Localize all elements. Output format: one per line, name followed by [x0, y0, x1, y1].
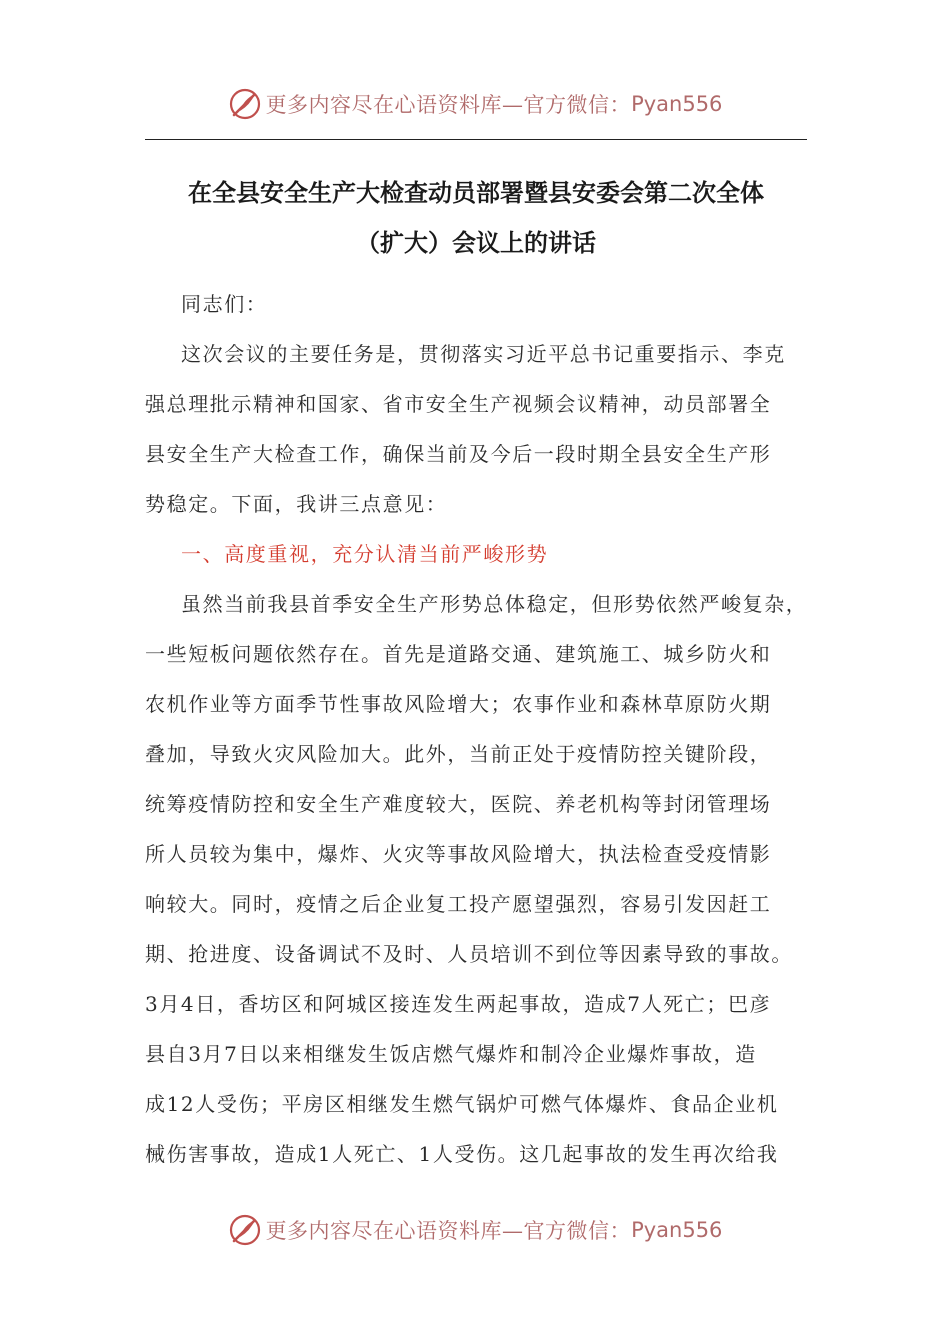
body-line: 一些短板问题依然存在。首先是道路交通、建筑施工、城乡防火和 — [145, 642, 772, 666]
salutation: 同志们： — [181, 292, 268, 316]
body-line: 械伤害事故，造成1人死亡、1人受伤。这几起事故的发生再次给我 — [145, 1142, 779, 1166]
document-body — [145, 279, 807, 1179]
watermark-wechat-id: Pyan556 — [631, 92, 723, 116]
quill-logo-icon — [228, 87, 262, 121]
document-title-line-2: （扩大）会议上的讲话 — [356, 229, 596, 257]
body-line: 县安全生产大检查工作，确保当前及今后一段时期全县安全生产形 — [145, 442, 772, 466]
footer-watermark — [0, 1210, 950, 1250]
body-line: 强总理批示精神和国家、省市安全生产视频会议精神，动员部署全 — [145, 392, 772, 416]
body-line: 县自3月7日以来相继发生饭店燃气爆炸和制冷企业爆炸事故，造 — [145, 1042, 757, 1066]
header-rule — [145, 139, 807, 140]
body-line: 成12人受伤；平房区相继发生燃气锅炉可燃气体爆炸、食品企业机 — [145, 1092, 779, 1116]
body-line: 响较大。同时，疫情之后企业复工投产愿望强烈，容易引发因赶工 — [145, 892, 772, 916]
body-line: 统筹疫情防控和安全生产难度较大，医院、养老机构等封闭管理场 — [145, 792, 772, 816]
body-line: 期、抢进度、设备调试不及时、人员培训不到位等因素导致的事故。 — [145, 942, 793, 966]
quill-logo-icon — [228, 1213, 262, 1247]
body-line: 势稳定。下面，我讲三点意见： — [145, 492, 448, 516]
document-title-line-1: 在全县安全生产大检查动员部署暨县安委会第二次全体 — [188, 179, 764, 207]
body-line: 3月4日，香坊区和阿城区接连发生两起事故，造成7人死亡；巴彦 — [145, 992, 772, 1016]
body-line: 虽然当前我县首季安全生产形势总体稳定，但形势依然严峻复杂， — [181, 592, 808, 616]
body-line: 农机作业等方面季节性事故风险增大；农事作业和森林草原防火期 — [145, 692, 772, 716]
watermark-wechat-id: Pyan556 — [631, 1218, 723, 1242]
body-line: 叠加，导致火灾风险加大。此外，当前正处于疫情防控关键阶段， — [145, 742, 772, 766]
section-heading-1: 一、高度重视，充分认清当前严峻形势 — [181, 542, 549, 566]
body-line: 所人员较为集中，爆炸、火灾等事故风险增大，执法检查受疫情影 — [145, 842, 772, 866]
header-watermark — [0, 84, 950, 124]
watermark-text: 更多内容尽在心语资料库—官方微信： — [265, 1219, 632, 1243]
watermark-text: 更多内容尽在心语资料库—官方微信： — [265, 93, 632, 117]
body-line: 这次会议的主要任务是，贯彻落实习近平总书记重要指示、李克 — [181, 342, 786, 366]
